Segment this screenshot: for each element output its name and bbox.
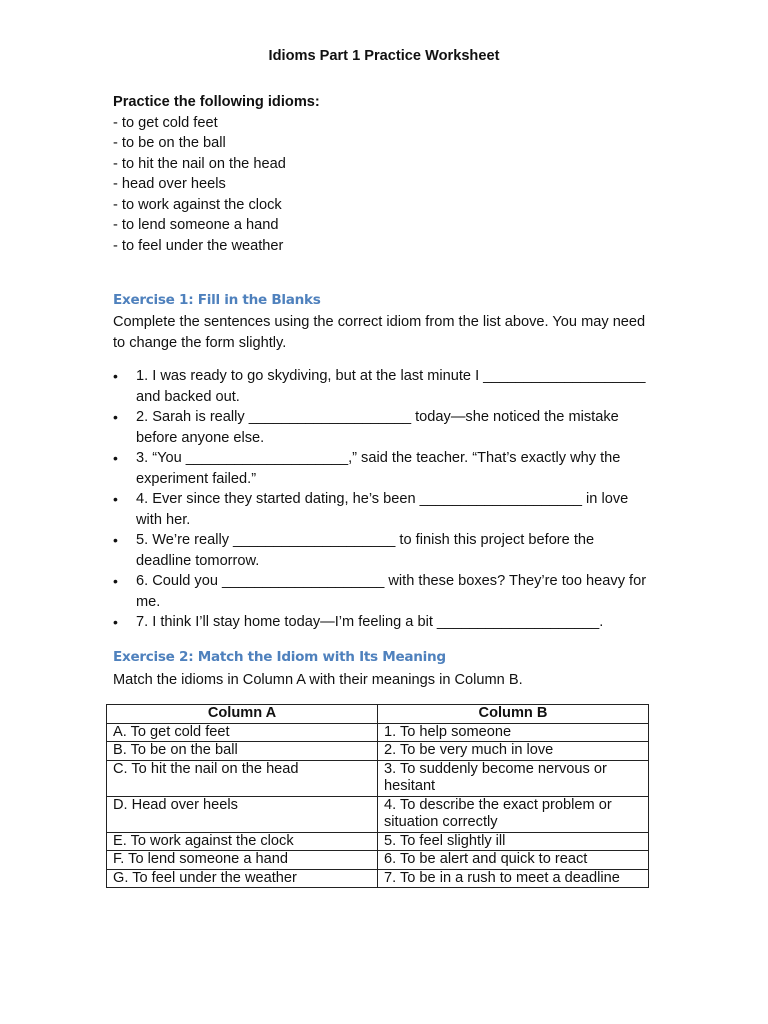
column-a-cell: A. To get cold feet bbox=[107, 723, 378, 742]
sentence-text: 6. Could you ____________________ with these boxes? They’re too heavy for me. bbox=[136, 573, 647, 610]
column-a-cell: G. To feel under the weather bbox=[107, 869, 378, 888]
sentence-text: 5. We’re really ____________________ to finish this project before the deadline tomorrow. bbox=[136, 532, 595, 569]
bullet-icon: • bbox=[113, 368, 118, 384]
idiom-list-item: - to lend someone a hand bbox=[113, 217, 279, 233]
idiom-list-item: - to get cold feet bbox=[113, 114, 218, 131]
column-b-cell: 4. To describe the exact problem or situation correctly bbox=[378, 796, 649, 832]
column-a-cell: F. To lend someone a hand bbox=[107, 851, 378, 870]
column-b-cell: 7. To be in a rush to meet a deadline bbox=[378, 869, 649, 888]
column-b-cell: 3. To suddenly become nervous or hesitant bbox=[378, 760, 649, 796]
sentence-text: 2. Sarah is really ____________________ today—she noticed the mistake before anyone else. bbox=[136, 409, 619, 446]
table-row bbox=[107, 796, 649, 832]
sentence-item bbox=[113, 612, 653, 633]
sentence-text: 1. I was ready to go skydiving, but at the last minute I ____________________ and backed out. bbox=[136, 368, 646, 405]
bullet-icon: • bbox=[113, 573, 118, 589]
bullet-icon: • bbox=[113, 409, 118, 425]
idiom-list-item: - to be on the ball bbox=[113, 135, 226, 151]
bullet-icon: • bbox=[113, 614, 118, 630]
page-title: Idioms Part 1 Practice Worksheet bbox=[268, 48, 500, 64]
column-b-cell: 2. To be very much in love bbox=[378, 742, 649, 761]
idiom-list-item: - head over heels bbox=[113, 176, 226, 192]
column-b-cell: 5. To feel slightly ill bbox=[378, 832, 649, 851]
table-row bbox=[107, 851, 649, 870]
exercise-2-heading: Exercise 2: Match the Idiom with Its Meaning bbox=[113, 649, 446, 665]
fill-in-sentence-list bbox=[113, 366, 653, 633]
column-b-cell: 1. To help someone bbox=[378, 723, 649, 742]
sentence-item bbox=[113, 407, 653, 448]
sentence-item bbox=[113, 571, 653, 612]
exercise-1-instruction: Complete the sentences using the correct idiom from the list above. You may need to change the form slightly. bbox=[113, 314, 646, 351]
sentence-item bbox=[113, 530, 653, 571]
column-a-cell: E. To work against the clock bbox=[107, 832, 378, 851]
column-a-header: Column A bbox=[107, 705, 378, 724]
table-row bbox=[107, 723, 649, 742]
table-row bbox=[107, 832, 649, 851]
bullet-icon: • bbox=[113, 532, 118, 548]
sentence-text: 4. Ever since they started dating, he’s been ____________________ in love with her. bbox=[136, 491, 629, 528]
bullet-icon: • bbox=[113, 450, 118, 466]
sentence-text: 3. “You ____________________,” said the teacher. “That’s exactly why the experiment failed.” bbox=[136, 450, 621, 487]
column-b-cell: 6. To be alert and quick to react bbox=[378, 851, 649, 870]
column-b-header: Column B bbox=[378, 705, 649, 724]
table-row bbox=[107, 869, 649, 888]
table-header-row bbox=[107, 705, 649, 724]
idiom-list-item: - to work against the clock bbox=[113, 196, 282, 213]
matching-table bbox=[106, 704, 649, 888]
table-row bbox=[107, 742, 649, 761]
sentence-item bbox=[113, 366, 653, 407]
exercise-2-instruction: Match the idioms in Column A with their meanings in Column B. bbox=[113, 672, 523, 688]
idiom-list-heading: Practice the following idioms: bbox=[113, 94, 320, 110]
column-a-cell: C. To hit the nail on the head bbox=[107, 760, 378, 796]
column-a-cell: B. To be on the ball bbox=[107, 742, 378, 761]
column-a-cell: D. Head over heels bbox=[107, 796, 378, 832]
sentence-item bbox=[113, 489, 653, 530]
bullet-icon: • bbox=[113, 491, 118, 507]
exercise-1-heading: Exercise 1: Fill in the Blanks bbox=[113, 292, 321, 308]
idiom-list-item: - to hit the nail on the head bbox=[113, 155, 286, 172]
sentence-item bbox=[113, 448, 653, 489]
table-row bbox=[107, 760, 649, 796]
idiom-list-section bbox=[113, 92, 673, 256]
sentence-text: 7. I think I’ll stay home today—I’m feeling a bit ____________________. bbox=[136, 614, 604, 630]
idiom-list-item: - to feel under the weather bbox=[113, 237, 284, 254]
